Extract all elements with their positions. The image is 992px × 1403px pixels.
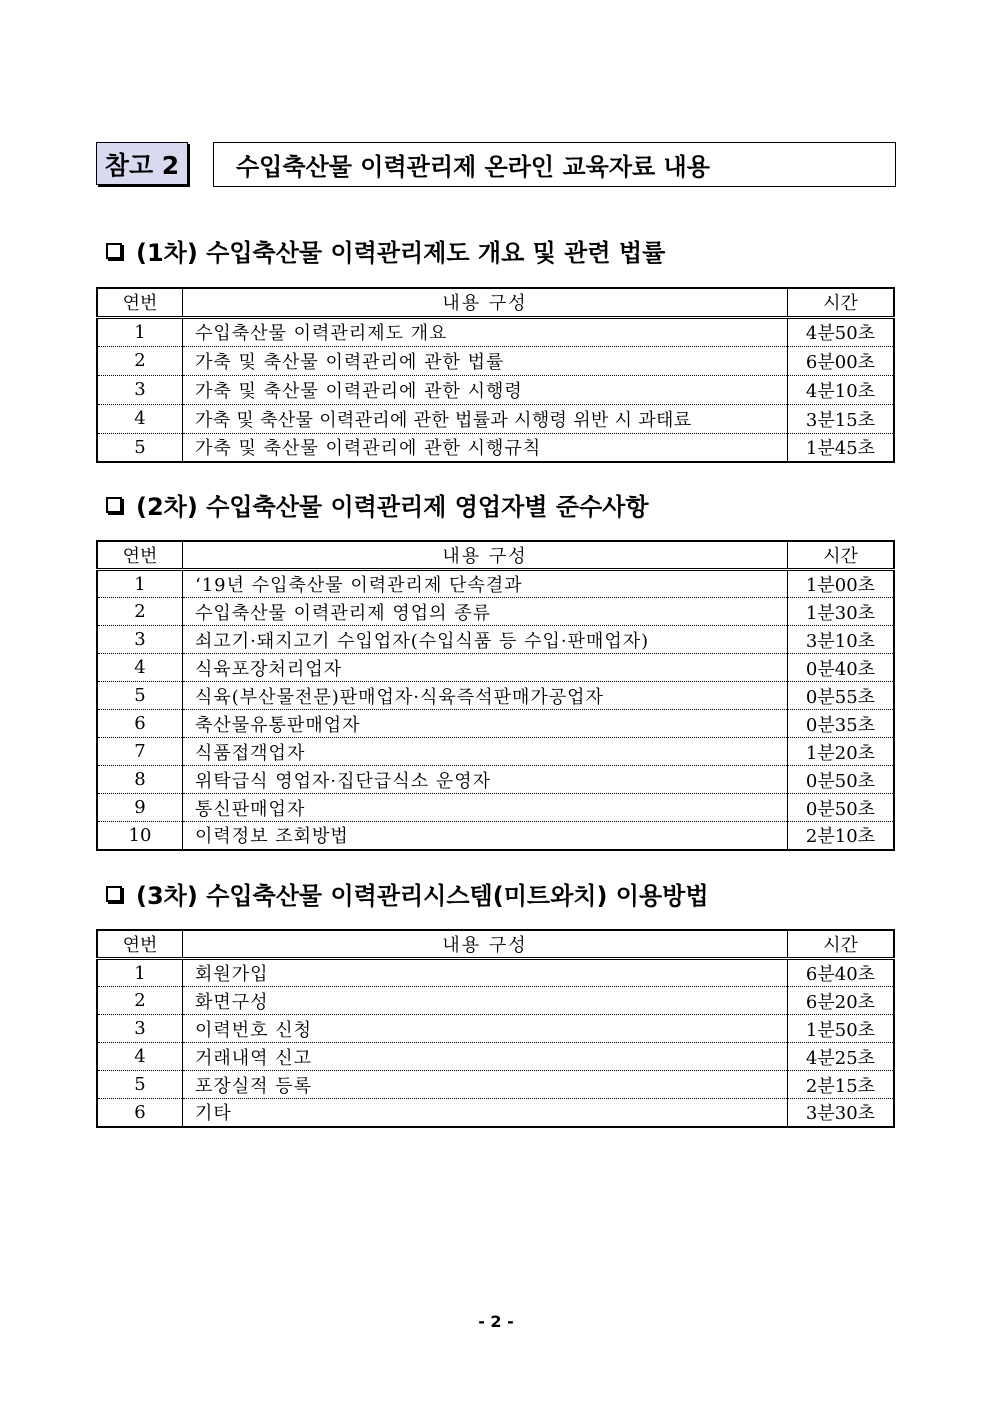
document-header xyxy=(96,142,896,187)
section-title-2 xyxy=(106,487,649,522)
row-content: 축산물유통판매업자 xyxy=(183,710,788,738)
column-header-no: 연번 xyxy=(97,541,183,570)
row-time: 4분25초 xyxy=(788,1043,895,1071)
row-time: 0분50초 xyxy=(788,794,895,822)
table-row xyxy=(97,959,894,987)
row-content: 수입축산물 이력관리제도 개요 xyxy=(183,317,788,346)
row-time: 1분00초 xyxy=(788,570,895,598)
row-no: 7 xyxy=(97,738,183,766)
row-no: 2 xyxy=(97,598,183,626)
row-time: 6분20초 xyxy=(788,987,895,1015)
table-row xyxy=(97,317,894,346)
column-header-no: 연번 xyxy=(97,288,183,317)
row-content: 쇠고기·돼지고기 수입업자(수입식품 등 수입·판매업자) xyxy=(183,626,788,654)
row-content: 거래내역 신고 xyxy=(183,1043,788,1071)
row-time: 0분50초 xyxy=(788,766,895,794)
row-no: 8 xyxy=(97,766,183,794)
row-no: 1 xyxy=(97,959,183,987)
checkbox-icon xyxy=(106,243,122,259)
table-section-2 xyxy=(96,540,895,851)
row-content: 식육포장처리업자 xyxy=(183,654,788,682)
row-time: 1분30초 xyxy=(788,598,895,626)
table-row xyxy=(97,794,894,822)
checkbox-icon xyxy=(106,497,122,513)
row-content: 가축 및 축산물 이력관리에 관한 법률 xyxy=(183,346,788,375)
row-no: 4 xyxy=(97,654,183,682)
row-content: 기타 xyxy=(183,1099,788,1127)
row-no: 5 xyxy=(97,682,183,710)
column-header-no: 연번 xyxy=(97,930,183,959)
row-content: 가축 및 축산물 이력관리에 관한 시행령 xyxy=(183,375,788,404)
row-time: 6분00초 xyxy=(788,346,895,375)
section-title-3 xyxy=(106,876,709,911)
row-content: 가축 및 축산물 이력관리에 관한 시행규칙 xyxy=(183,433,788,462)
table-row xyxy=(97,822,894,850)
section-title-1 xyxy=(106,233,665,268)
checkbox-icon xyxy=(106,886,122,902)
table-row xyxy=(97,766,894,794)
row-no: 5 xyxy=(97,1071,183,1099)
row-no: 3 xyxy=(97,1015,183,1043)
table-row xyxy=(97,738,894,766)
row-time: 1분20초 xyxy=(788,738,895,766)
row-time: 3분10초 xyxy=(788,626,895,654)
row-content: 이력번호 신청 xyxy=(183,1015,788,1043)
row-time: 3분15초 xyxy=(788,404,895,433)
row-content: 식육(부산물전문)판매업자·식육즉석판매가공업자 xyxy=(183,682,788,710)
row-no: 4 xyxy=(97,1043,183,1071)
table-section-1 xyxy=(96,287,895,463)
table-header-row xyxy=(97,930,894,959)
table-row xyxy=(97,598,894,626)
row-no: 1 xyxy=(97,317,183,346)
table-row xyxy=(97,1099,894,1127)
section-title-text: (1차) 수입축산물 이력관리제도 개요 및 관련 법률 xyxy=(136,239,666,267)
row-content: ‘19년 수입축산물 이력관리제 단속결과 xyxy=(183,570,788,598)
row-content: 화면구성 xyxy=(183,987,788,1015)
row-no: 3 xyxy=(97,375,183,404)
row-time: 6분40초 xyxy=(788,959,895,987)
row-content: 통신판매업자 xyxy=(183,794,788,822)
table-row xyxy=(97,1071,894,1099)
row-time: 0분35초 xyxy=(788,710,895,738)
table-row xyxy=(97,346,894,375)
table-row xyxy=(97,404,894,433)
row-content: 가축 및 축산물 이력관리에 관한 법률과 시행령 위반 시 과태료 xyxy=(183,404,788,433)
section-title-text: (3차) 수입축산물 이력관리시스템(미트와치) 이용방법 xyxy=(136,882,709,910)
row-no: 6 xyxy=(97,710,183,738)
row-time: 4분10초 xyxy=(788,375,895,404)
row-time: 0분40초 xyxy=(788,654,895,682)
row-time: 2분15초 xyxy=(788,1071,895,1099)
table-row xyxy=(97,654,894,682)
column-header-content: 내용 구성 xyxy=(183,288,788,317)
row-no: 6 xyxy=(97,1099,183,1127)
row-no: 4 xyxy=(97,404,183,433)
table-section-3 xyxy=(96,929,895,1128)
table-row xyxy=(97,710,894,738)
row-no: 9 xyxy=(97,794,183,822)
reference-label: 참고 2 xyxy=(96,142,188,185)
row-time: 4분50초 xyxy=(788,317,895,346)
row-content: 위탁급식 영업자·집단급식소 운영자 xyxy=(183,766,788,794)
document-title: 수입축산물 이력관리제 온라인 교육자료 내용 xyxy=(213,142,896,187)
row-no: 5 xyxy=(97,433,183,462)
row-content: 이력정보 조회방법 xyxy=(183,822,788,850)
table-header-row xyxy=(97,541,894,570)
row-content: 식품접객업자 xyxy=(183,738,788,766)
column-header-content: 내용 구성 xyxy=(183,541,788,570)
row-no: 1 xyxy=(97,570,183,598)
table-row xyxy=(97,682,894,710)
row-content: 회원가입 xyxy=(183,959,788,987)
table-row xyxy=(97,626,894,654)
row-no: 3 xyxy=(97,626,183,654)
table-row xyxy=(97,375,894,404)
column-header-time: 시간 xyxy=(788,541,895,570)
row-time: 1분50초 xyxy=(788,1015,895,1043)
row-time: 3분30초 xyxy=(788,1099,895,1127)
row-no: 10 xyxy=(97,822,183,850)
table-row xyxy=(97,1043,894,1071)
table-row xyxy=(97,987,894,1015)
column-header-time: 시간 xyxy=(788,930,895,959)
table-row xyxy=(97,1015,894,1043)
table-row xyxy=(97,433,894,462)
row-content: 수입축산물 이력관리제 영업의 종류 xyxy=(183,598,788,626)
row-time: 0분55초 xyxy=(788,682,895,710)
table-row xyxy=(97,570,894,598)
row-content: 포장실적 등록 xyxy=(183,1071,788,1099)
section-title-text: (2차) 수입축산물 이력관리제 영업자별 준수사항 xyxy=(136,493,649,521)
column-header-time: 시간 xyxy=(788,288,895,317)
row-time: 1분45초 xyxy=(788,433,895,462)
row-no: 2 xyxy=(97,987,183,1015)
row-no: 2 xyxy=(97,346,183,375)
page-number: - 2 - xyxy=(478,1312,514,1331)
table-header-row xyxy=(97,288,894,317)
column-header-content: 내용 구성 xyxy=(183,930,788,959)
row-time: 2분10초 xyxy=(788,822,895,850)
